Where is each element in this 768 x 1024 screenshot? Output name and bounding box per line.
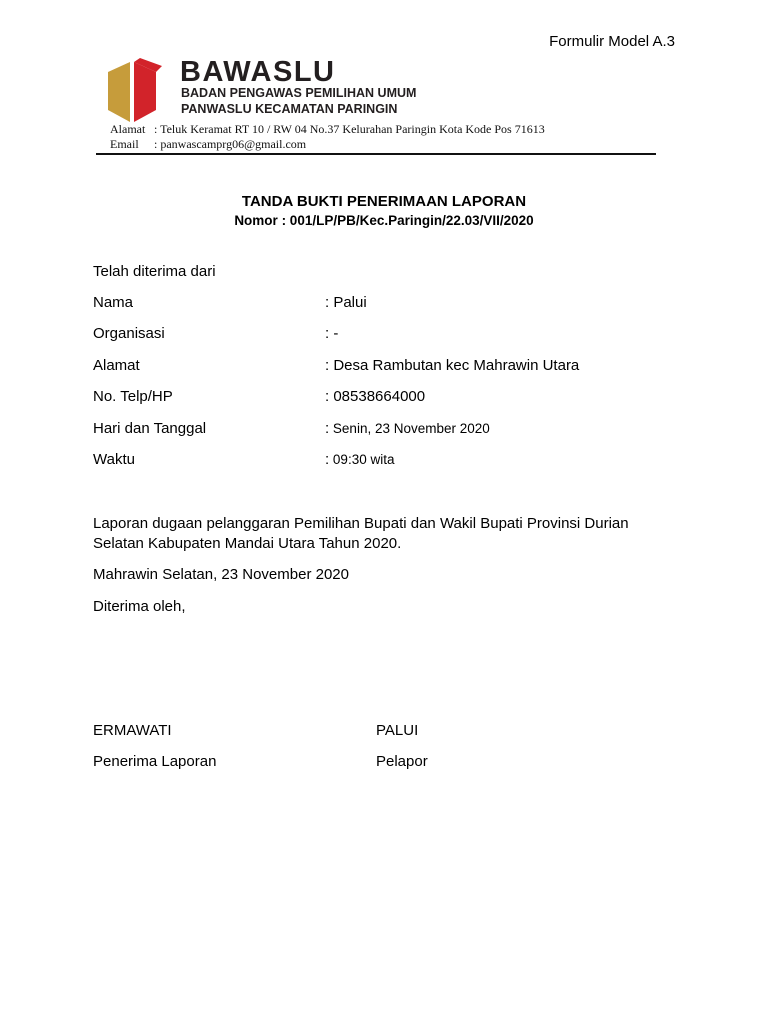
field-label: Hari dan Tanggal xyxy=(93,420,207,437)
field-value: : - xyxy=(325,325,339,342)
field-row-name xyxy=(93,294,653,314)
field-value-text: Senin, 23 November 2020 xyxy=(329,421,490,436)
org-name: BAWASLU xyxy=(180,56,336,88)
field-row-address xyxy=(93,357,653,377)
field-label: Waktu xyxy=(93,451,135,468)
email-value: : panwascamprg06@gmail.com xyxy=(154,137,307,151)
field-row-time xyxy=(93,451,653,471)
email-line xyxy=(110,137,306,152)
form-model-label: Formulir Model A.3 xyxy=(549,33,675,50)
field-value xyxy=(325,420,490,437)
received-by-text: Diterima oleh, xyxy=(93,598,186,615)
address-label: Alamat xyxy=(110,122,146,136)
bawaslu-logo-icon xyxy=(106,58,166,126)
field-label: No. Telp/HP xyxy=(93,388,173,405)
field-row-organization xyxy=(93,325,653,345)
document-number: Nomor : 001/LP/PB/Kec.Paringin/22.03/VII/2020 xyxy=(234,213,534,228)
report-description: Laporan dugaan pelanggaran Pemilihan Bupati dan Wakil Bupati Provinsi Durian Selatan Kabupaten Mandai Utara Tahun 2020. xyxy=(93,515,629,552)
field-value: : 08538664000 xyxy=(325,388,426,405)
address-line xyxy=(110,122,545,137)
field-colon: : xyxy=(325,451,330,468)
email-label: Email xyxy=(110,137,139,151)
letterhead-divider xyxy=(96,153,656,155)
reporter-name: PALUI xyxy=(376,722,419,739)
field-row-date xyxy=(93,420,653,440)
field-label: Alamat xyxy=(93,357,140,374)
received-from-text: Telah diterima dari xyxy=(93,263,216,280)
field-row-phone xyxy=(93,388,653,408)
field-label: Organisasi xyxy=(93,325,165,342)
field-colon: : xyxy=(325,420,330,437)
field-label: Nama xyxy=(93,294,134,311)
receiver-role: Penerima Laporan xyxy=(93,753,217,770)
field-value: : Palui xyxy=(325,294,367,311)
org-subtitle-1: BADAN PENGAWAS PEMILIHAN UMUM xyxy=(181,86,417,100)
letterhead xyxy=(96,56,656,156)
field-value: : Desa Rambutan kec Mahrawin Utara xyxy=(325,357,580,374)
org-subtitle-2: PANWASLU KECAMATAN PARINGIN xyxy=(181,102,398,116)
receiver-name: ERMAWATI xyxy=(93,722,172,739)
address-value: : Teluk Keramat RT 10 / RW 04 No.37 Kelurahan Paringin Kota Kode Pos 71613 xyxy=(154,122,545,136)
field-value-text: 09:30 wita xyxy=(329,452,395,467)
field-value xyxy=(325,451,394,468)
document-title: TANDA BUKTI PENERIMAAN LAPORAN xyxy=(241,193,527,210)
reporter-role: Pelapor xyxy=(376,753,428,770)
place-date: Mahrawin Selatan, 23 November 2020 xyxy=(93,566,349,583)
